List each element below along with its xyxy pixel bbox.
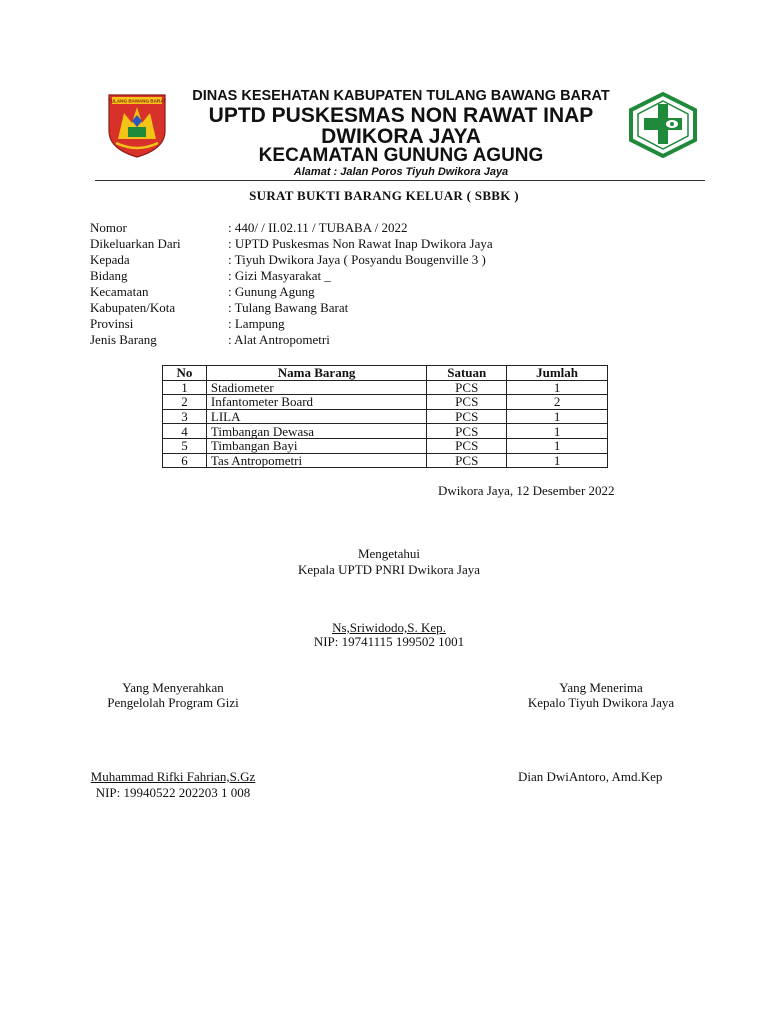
cell-quantity: 1: [507, 453, 608, 468]
table-row: [163, 453, 608, 468]
field-label: Kecamatan: [90, 284, 149, 299]
field-value: : Gunung Agung: [228, 284, 315, 299]
field-label: Kabupaten/Kota: [90, 300, 176, 315]
field-value: : Tiyuh Dwikora Jaya ( Posyandu Bougenville 3 ): [228, 252, 486, 267]
cell-unit: PCS: [427, 395, 507, 410]
sender-heading: Yang Menyerahkan: [122, 680, 224, 695]
cell-no: 5: [163, 438, 207, 453]
sender-name: Muhammad Rifki Fahrian,S.Gz: [90, 769, 256, 784]
field-label: Nomor: [90, 220, 127, 235]
field-label: Kepada: [90, 252, 130, 267]
table-row: [163, 409, 608, 424]
table-row: [163, 424, 608, 439]
cell-unit: PCS: [427, 438, 507, 453]
table-header-row: [163, 366, 608, 381]
cell-quantity: 2: [507, 395, 608, 410]
field-value: : Lampung: [228, 316, 285, 331]
cell-unit: PCS: [427, 409, 507, 424]
header-quantity: Jumlah: [507, 366, 608, 381]
approval-signatory-name: Ns,Sriwidodo,S. Kep.: [332, 620, 446, 635]
field-value: : UPTD Puskesmas Non Rawat Inap Dwikora Jaya: [228, 236, 493, 251]
cell-quantity: 1: [507, 380, 608, 395]
cell-item-name: Stadiometer: [206, 380, 426, 395]
receiver-name: Dian DwiAntoro, Amd.Kep: [518, 769, 663, 784]
receiver-heading: Yang Menerima: [559, 680, 643, 695]
cell-item-name: Infantometer Board: [206, 395, 426, 410]
field-label: Provinsi: [90, 316, 134, 331]
cell-quantity: 1: [507, 409, 608, 424]
table-row: [163, 395, 608, 410]
cell-unit: PCS: [427, 380, 507, 395]
cell-no: 1: [163, 380, 207, 395]
letterhead-village: DWIKORA JAYA: [321, 125, 481, 148]
document-title: SURAT BUKTI BARANG KELUAR ( SBBK ): [249, 188, 519, 203]
approval-signatory-nip: NIP: 19741115 199502 1001: [313, 634, 465, 649]
letterhead-agency: DINAS KESEHATAN KABUPATEN TULANG BAWANG BARAT: [192, 88, 610, 104]
cell-unit: PCS: [427, 453, 507, 468]
field-label: Bidang: [90, 268, 128, 283]
letterhead-district: KECAMATAN GUNUNG AGUNG: [258, 145, 544, 166]
letterhead-institution: UPTD PUSKESMAS NON RAWAT INAP: [208, 104, 594, 127]
letterhead-address: Alamat : Jalan Poros Tiyuh Dwikora Jaya: [293, 166, 509, 178]
cell-no: 3: [163, 409, 207, 424]
field-value: : Tulang Bawang Barat: [228, 300, 349, 315]
cell-item-name: Timbangan Dewasa: [206, 424, 426, 439]
cell-item-name: LILA: [206, 409, 426, 424]
cell-unit: PCS: [427, 424, 507, 439]
svg-text:TULANG BAWANG BARAT: TULANG BAWANG BARAT: [107, 98, 167, 104]
table-row: [163, 380, 608, 395]
cell-no: 2: [163, 395, 207, 410]
field-label: Jenis Barang: [90, 332, 157, 347]
sender-position: Pengelolah Program Gizi: [107, 695, 239, 710]
cell-no: 6: [163, 453, 207, 468]
field-value: : Gizi Masyarakat _: [228, 268, 331, 283]
cell-quantity: 1: [507, 438, 608, 453]
receiver-position: Kepalo Tiyuh Dwikora Jaya: [527, 695, 675, 710]
letterhead-divider: [95, 180, 705, 181]
place-date: Dwikora Jaya, 12 Desember 2022: [438, 483, 615, 498]
field-value: : 440/ / II.02.11 / TUBABA / 2022: [228, 220, 408, 235]
sender-nip: NIP: 19940522 202203 1 008: [95, 785, 251, 800]
field-label: Dikeluarkan Dari: [90, 236, 181, 251]
cell-no: 4: [163, 424, 207, 439]
cell-quantity: 1: [507, 424, 608, 439]
header-item-name: Nama Barang: [206, 366, 426, 381]
cell-item-name: Timbangan Bayi: [206, 438, 426, 453]
table-row: [163, 438, 608, 453]
cell-item-name: Tas Antropometri: [206, 453, 426, 468]
items-table: [162, 365, 608, 468]
header-no: No: [163, 366, 207, 381]
field-value: : Alat Antropometri: [228, 332, 330, 347]
approval-position: Kepala UPTD PNRI Dwikora Jaya: [298, 562, 480, 577]
header-unit: Satuan: [427, 366, 507, 381]
approval-heading: Mengetahui: [357, 546, 421, 561]
